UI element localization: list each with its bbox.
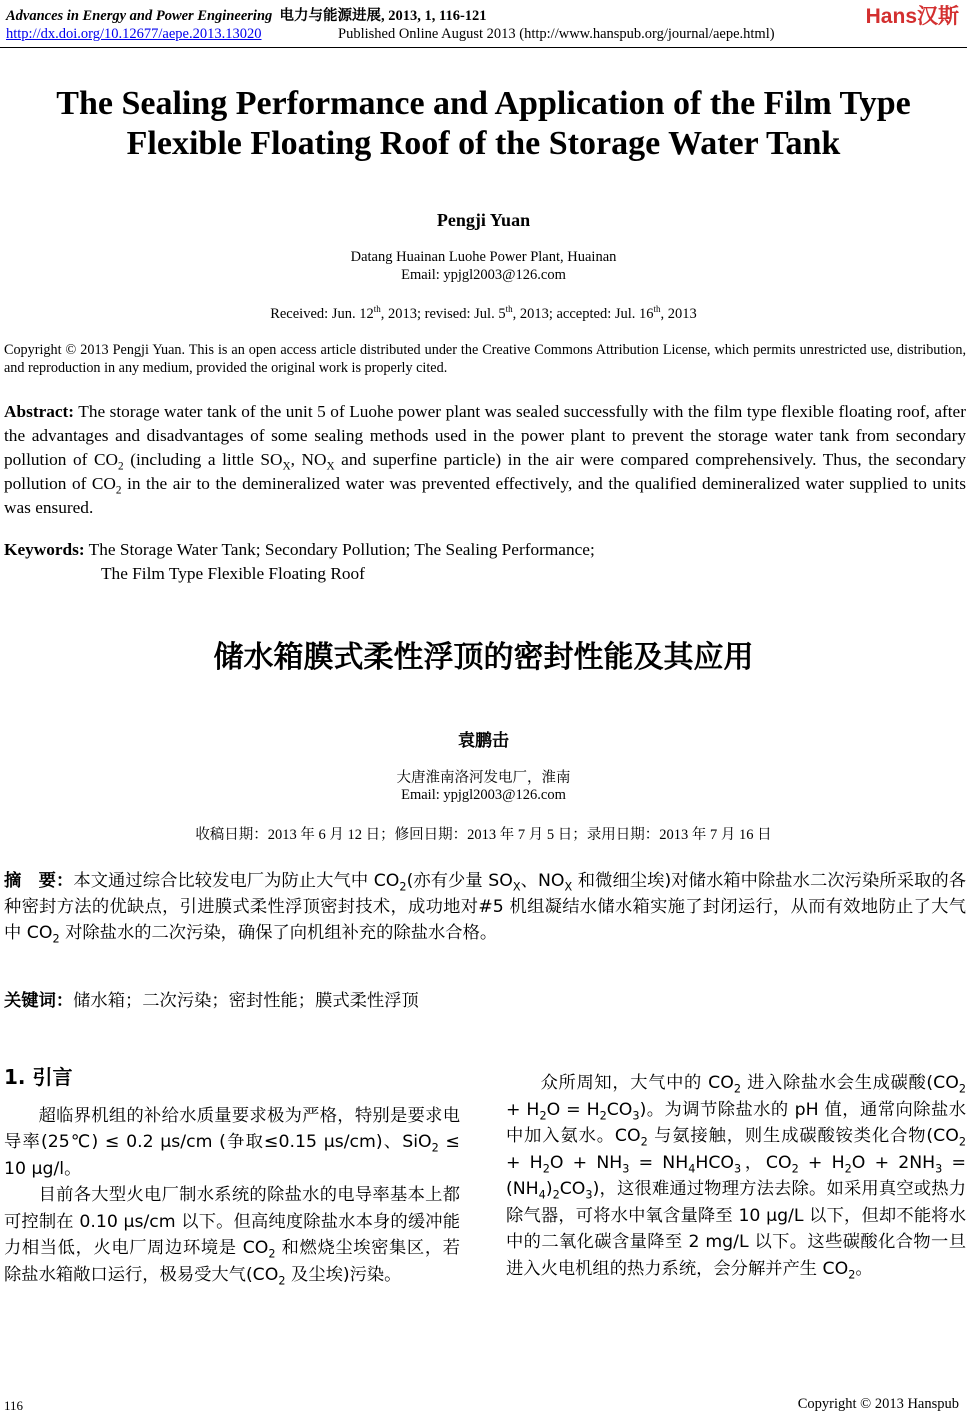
abstract-cn-label: 摘 要： xyxy=(4,871,74,891)
abstract-cn-text-5: 对除盐水的二次污染，确保了向机组补充的除盐水合格。 xyxy=(59,923,498,943)
sub: 2 xyxy=(399,880,407,894)
journal-name: Advances in Energy and Power Engineering xyxy=(6,8,273,24)
para-text: ≤ 10 μg/l。 xyxy=(4,1132,461,1179)
keywords-label: Keywords: xyxy=(4,540,85,559)
abstract-cn-text-4: 和微细尘埃)对储水箱中除盐水二次污染所采取的各种密封方法的优缺点，引进膜式柔性浮顶密封技术，成功地对#5 机组凝结水储水箱实施了封闭运行，从而有效地防止了大气中 CO xyxy=(4,871,966,943)
t: = (NH xyxy=(506,1152,967,1199)
t: + H xyxy=(506,1099,540,1120)
sub: 3 xyxy=(632,1108,640,1122)
received-sup: th xyxy=(373,304,381,314)
sub: X xyxy=(512,880,521,894)
t: )。为调节除盐水的 pH 值，通常向除盐水中加入氨水。CO xyxy=(506,1099,966,1146)
sub: 3 xyxy=(734,1161,742,1175)
para-text: 及尘埃)污染。 xyxy=(285,1264,402,1285)
sub: 2 xyxy=(599,1108,607,1122)
keywords-cn xyxy=(4,986,419,1011)
email-cn: Email: ypjgl2003@126.com xyxy=(401,787,566,803)
t: CO xyxy=(606,1099,633,1120)
footer-copyright: Copyright © 2013 Hanspub xyxy=(797,1396,959,1412)
para-text: 和燃烧尘埃密集区，若除盐水箱敞口运行，极易受大气(CO xyxy=(4,1238,460,1285)
t: O = H xyxy=(546,1099,600,1120)
sub: 2 xyxy=(115,484,122,497)
sub: 2 xyxy=(52,932,60,946)
sub: 3 xyxy=(585,1188,593,1202)
sub: X xyxy=(282,460,291,473)
journal-header xyxy=(6,4,487,25)
received-date: Received: Jun. 12 xyxy=(270,305,374,322)
sub: 2 xyxy=(640,1135,648,1149)
sub: 4 xyxy=(538,1188,546,1202)
doi-link[interactable]: http://dx.doi.org/10.12677/aepe.2013.13020 xyxy=(6,26,262,42)
para-text: 目前各大型火电厂制水系统的除盐水的电导率基本上都可控制在 0.10 μs/cm 以下。但高纯度除盐水本身的缓冲能力相当低，火电厂周边环境是 CO xyxy=(4,1185,460,1258)
affiliation-cn: 大唐淮南洛河发电厂，淮南 xyxy=(396,770,571,786)
abstract-text-2: (including a little SO xyxy=(123,450,283,469)
hanspub-logo xyxy=(866,0,959,30)
sub: 2 xyxy=(733,1082,741,1096)
t: = NH xyxy=(629,1152,689,1173)
t: 。 xyxy=(855,1258,873,1279)
sub: 2 xyxy=(958,1135,966,1149)
abstract-text-1: The storage water tank of the unit 5 of Luohe power plant was sealed successfully with the film type flexible floating roof, after the advantages and disadvantages of some sealing methods used in the power plant to prevent the storage water tank from secondary pollution of CO xyxy=(4,402,966,469)
dates-tail: , 2013 xyxy=(660,305,697,322)
left-column xyxy=(4,1064,460,1288)
accepted-date: , 2013; accepted: Jul. 16 xyxy=(512,305,654,322)
sub: 4 xyxy=(688,1161,696,1175)
abstract-text-5: in the air to the demineralized water was prevented effectively, and the qualified demineralized water supplied to units was ensured. xyxy=(4,474,967,517)
abstract-cn-text-1: 本文通过综合比较发电厂为防止大气中 CO xyxy=(73,871,400,891)
abstract-cn-text-2: (亦有少量 SO xyxy=(406,871,513,891)
sub: 2 xyxy=(844,1161,852,1175)
page-number: 116 xyxy=(4,1398,24,1413)
logo-text-en: Hans xyxy=(865,5,917,28)
paper-title-cn: 储水箱膜式柔性浮顶的密封性能及其应用 xyxy=(213,640,754,675)
sub: 2 xyxy=(552,1188,560,1202)
header-divider xyxy=(0,47,967,48)
email-en: Email: ypjgl2003@126.com xyxy=(401,267,566,283)
t: )，这很难通过物理方法去除。如采用真空或热力除气器，可将水中氧含量降至 10 μg/L 以下，但却不能将水中的二氧化碳含量降至 2 mg/L 以下。这些碳酸化合物一旦进入火电机组的热力系统，会分解并产生 CO xyxy=(506,1179,966,1279)
logo-text-cn: 汉斯 xyxy=(917,5,959,28)
author-name-en: Pengji Yuan xyxy=(436,210,531,230)
sub: 2 xyxy=(539,1108,547,1122)
paper-title-en: The Sealing Performance and Application of the Film Type Flexible Floating Roof of the Storage Water Tank xyxy=(56,85,911,162)
sub: X xyxy=(564,880,573,894)
t: 与氨接触，则生成碳酸铵类化合物(CO xyxy=(647,1126,959,1146)
t: + H xyxy=(506,1152,543,1173)
accepted-sup: th xyxy=(653,304,661,314)
t: 众所周知，大气中的 CO xyxy=(540,1073,734,1093)
abstract-text-3: , NO xyxy=(290,450,327,469)
sub: 2 xyxy=(268,1247,276,1261)
journal-name-cn: 电力与能源进展, 2013, 1, 116-121 xyxy=(279,8,487,24)
sub: 2 xyxy=(542,1161,550,1175)
t: ，CO xyxy=(741,1152,792,1173)
sub: 2 xyxy=(118,460,124,473)
copyright-notice: Copyright © 2013 Pengji Yuan. This is an open access article distributed under the Creative Commons Attribution License, which permits unrestricted use, distribution, and reproduction in any medium, provided the original work is properly cited. xyxy=(4,342,966,376)
right-column xyxy=(506,1070,966,1282)
doi-link-container xyxy=(6,26,261,43)
sub: 2 xyxy=(431,1141,439,1155)
t: + H xyxy=(798,1152,845,1173)
sub: 3 xyxy=(935,1161,943,1175)
t: O + 2NH xyxy=(851,1152,936,1173)
affiliation-en: Datang Huainan Luohe Power Plant, Huainan xyxy=(350,249,617,265)
sub: 2 xyxy=(848,1267,856,1281)
t: 进入除盐水会生成碳酸(CO xyxy=(740,1073,959,1093)
para-text: 超临界机组的补给水质量要求极为严格，特别是要求电导率(25℃) ≤ 0.2 μs/cm (争取≤0.15 μs/cm)、SiO xyxy=(4,1105,460,1152)
sub: 2 xyxy=(278,1273,286,1287)
right-paragraph xyxy=(506,1070,966,1282)
dates-en xyxy=(0,304,967,323)
sub: 3 xyxy=(622,1161,630,1175)
keywords-cn-text: 储水箱；二次污染；密封性能；膜式柔性浮顶 xyxy=(73,991,419,1011)
published-online: Published Online August 2013 (http://www.hanspub.org/journal/aepe.html) xyxy=(338,26,775,42)
abstract-en xyxy=(4,400,966,520)
t: O + NH xyxy=(549,1152,623,1173)
abstract-label: Abstract: xyxy=(4,402,75,421)
abstract-text-4: and superfine particle) in the air were compared comprehensively. Thus, the secondary pollution of CO xyxy=(4,450,966,493)
sub: 2 xyxy=(958,1082,967,1096)
abstract-cn-text-3: 、NO xyxy=(520,871,565,891)
t: CO xyxy=(559,1179,586,1199)
section-heading: 1. 引言 xyxy=(4,1065,73,1089)
keywords-en xyxy=(4,538,595,586)
section1-paragraph-1 xyxy=(4,1103,460,1183)
keywords-cn-label: 关键词： xyxy=(4,991,74,1011)
author-name-cn: 袁鹏击 xyxy=(458,731,509,751)
abstract-cn xyxy=(4,868,966,946)
revised-date: , 2013; revised: Jul. 5 xyxy=(380,305,506,322)
sub: 2 xyxy=(791,1161,799,1175)
t: ) xyxy=(545,1179,553,1199)
revised-sup: th xyxy=(505,304,513,314)
t: HCO xyxy=(695,1152,735,1173)
dates-cn: 收稿日期：2013 年 6 月 12 日；修回日期：2013 年 7 月 5 日；录用日期：2013 年 7 月 16 日 xyxy=(195,827,772,843)
keywords-line-1: The Storage Water Tank; Secondary Pollution; The Sealing Performance; xyxy=(84,540,595,559)
sub: X xyxy=(326,460,335,473)
keywords-line-2: The Film Type Flexible Floating Roof xyxy=(101,564,365,583)
section1-paragraph-2 xyxy=(4,1182,460,1288)
